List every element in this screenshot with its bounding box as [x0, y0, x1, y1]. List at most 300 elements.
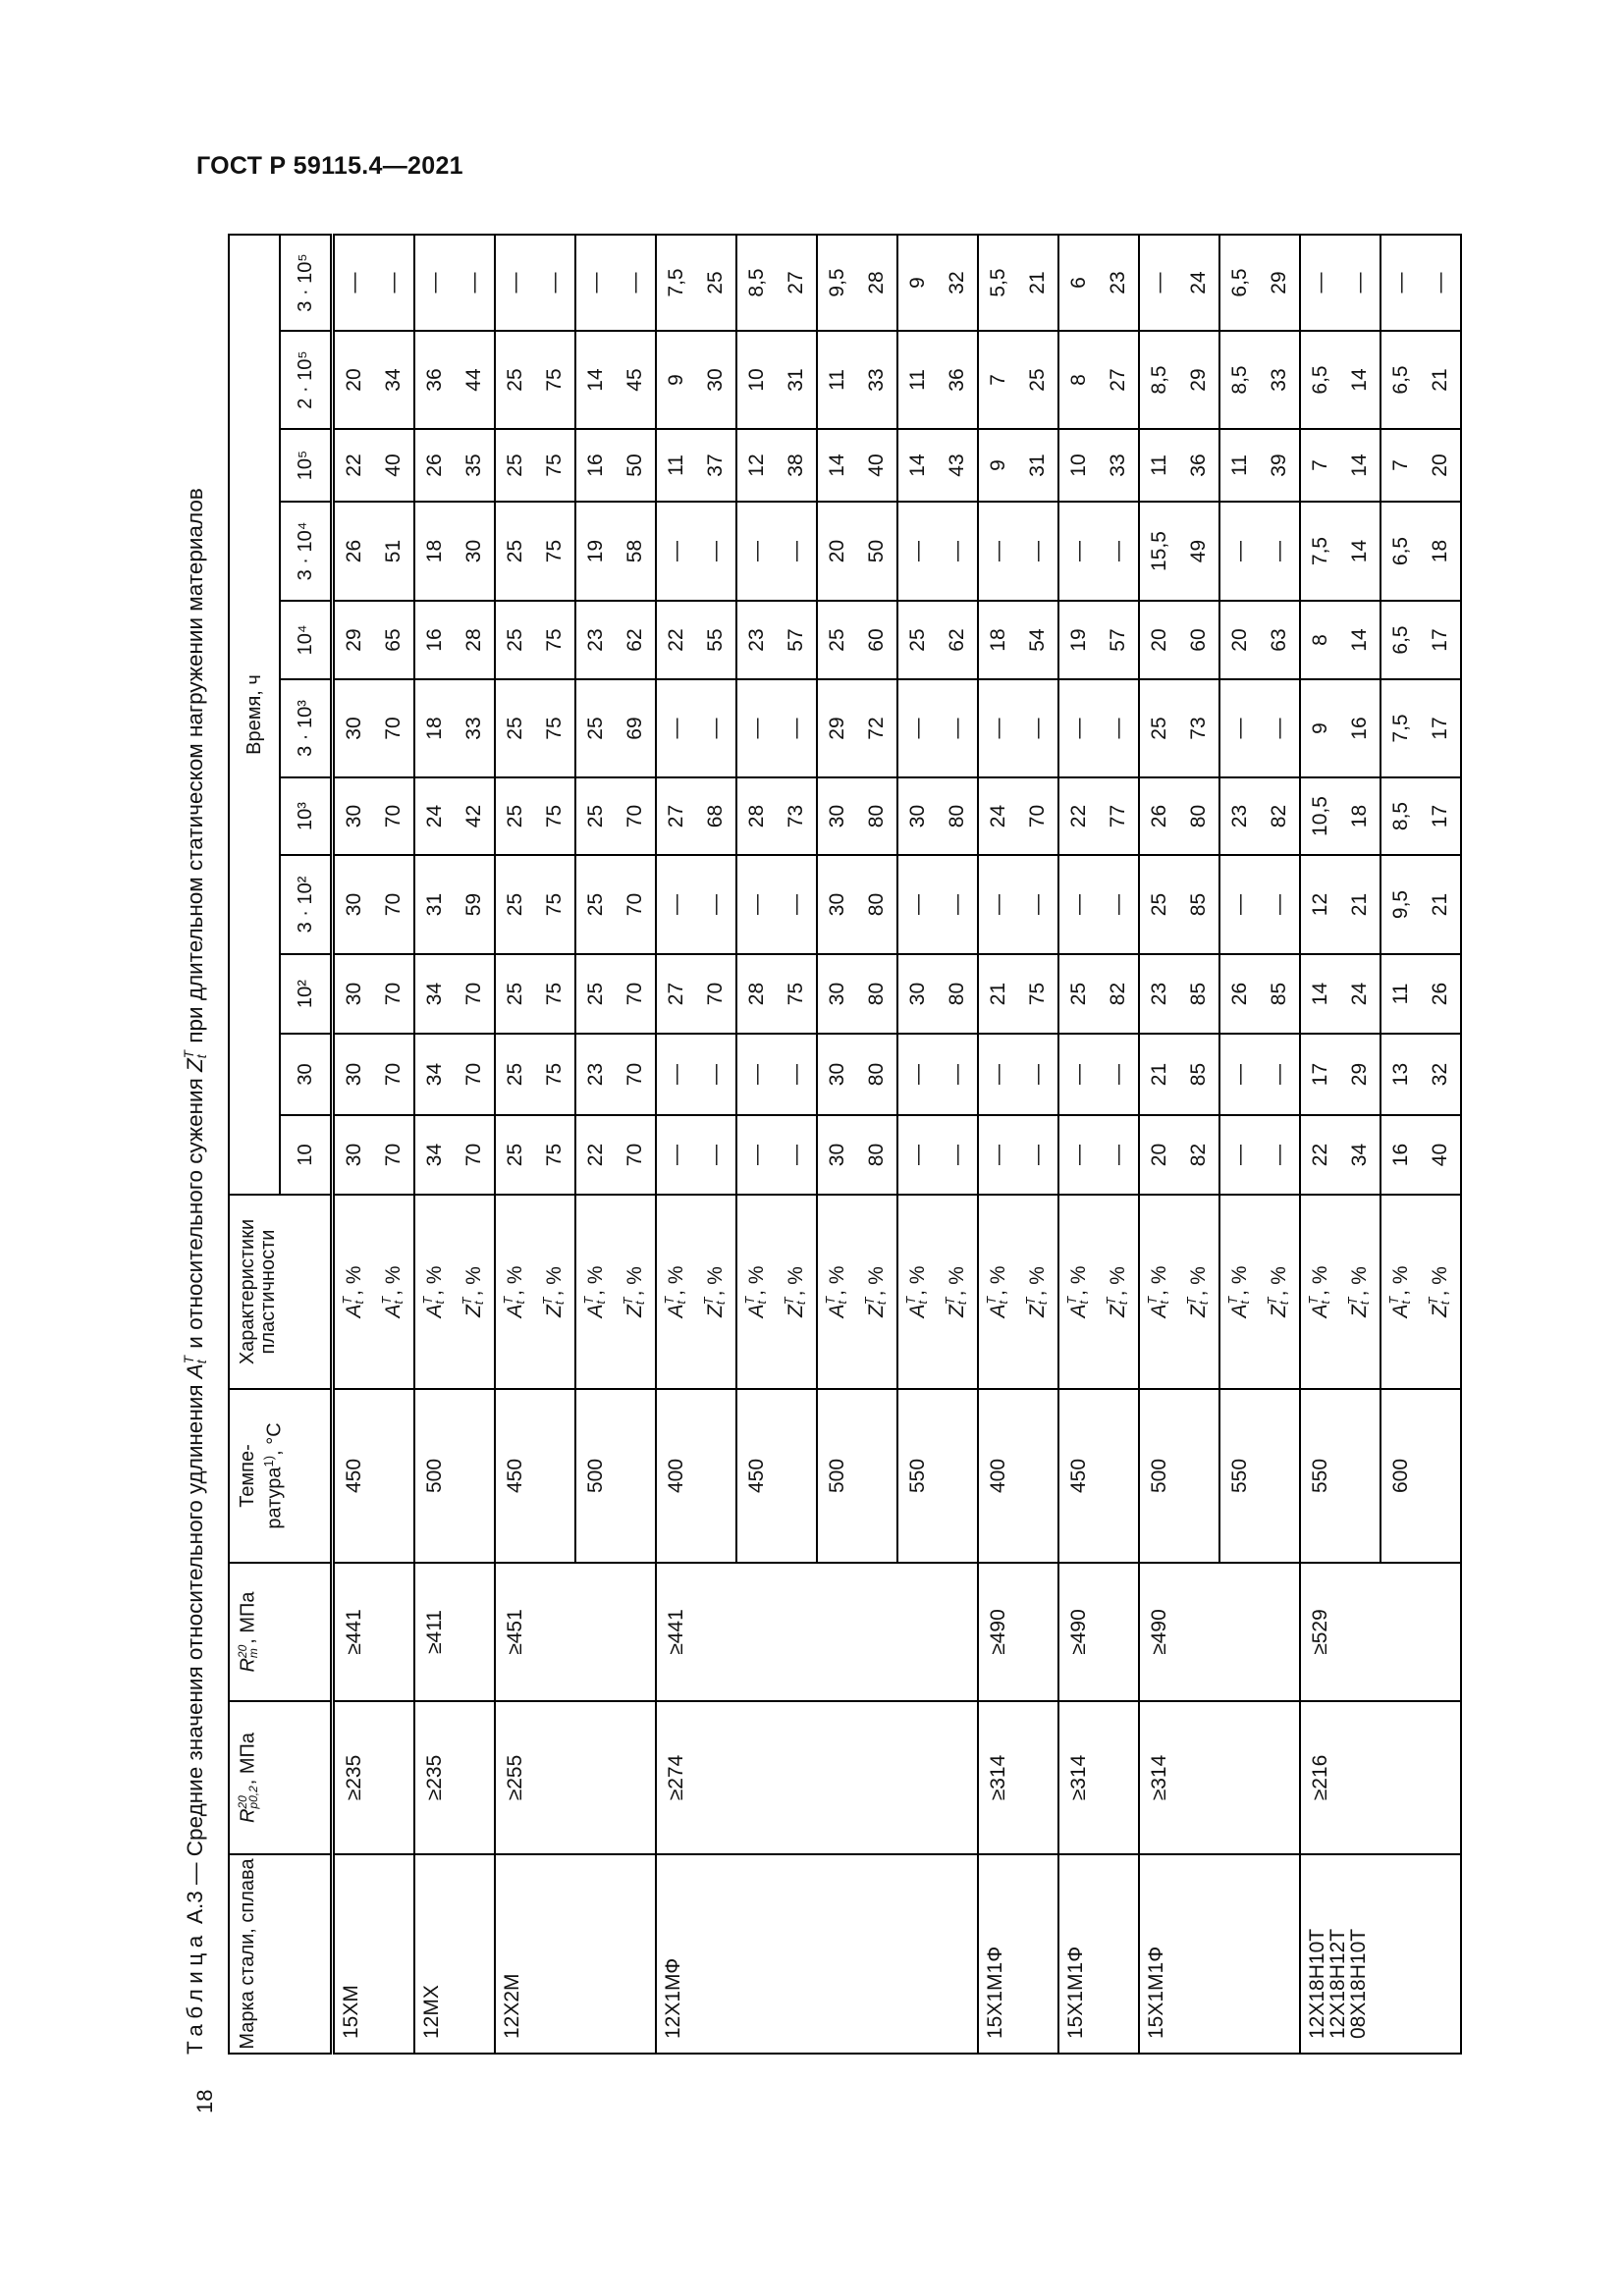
plasticity-sub: t [1036, 1301, 1051, 1306]
value-cell: — [938, 679, 978, 777]
document-header: ГОСТ Р 59115.4—2021 [196, 152, 463, 180]
value-cell: — [1219, 679, 1260, 777]
value-cell: 34 [414, 1115, 455, 1195]
value-cell: 70 [455, 1034, 495, 1115]
tensile-strength-cell: ≥411 [414, 1563, 495, 1701]
grade-name: 12Х18Н12Т [1326, 1928, 1349, 2039]
table-row [333, 235, 375, 2054]
grade-name: 12МХ [420, 1985, 443, 2039]
value-cell: 8,5 [1139, 331, 1179, 429]
value-cell: 70 [455, 1115, 495, 1195]
data-table [228, 234, 1462, 2055]
value-cell: 25 [1139, 679, 1179, 777]
value-cell: 14 [1340, 331, 1380, 429]
plasticity-sup: T [702, 1297, 717, 1306]
plasticity-sub: t [514, 1301, 528, 1305]
value-cell: — [656, 1034, 696, 1115]
value-cell: 37 [696, 429, 736, 502]
rotated-table-block [177, 236, 1492, 2113]
value-cell: 11 [1219, 429, 1260, 502]
value-cell: 45 [616, 331, 656, 429]
value-cell: — [1219, 855, 1260, 954]
value-cell: — [575, 235, 616, 331]
yield-strength-cell: ≥235 [414, 1701, 495, 1854]
plasticity-cell [656, 1195, 696, 1389]
plasticity-cell [777, 1195, 817, 1389]
value-cell: — [656, 502, 696, 601]
value-cell: — [696, 679, 736, 777]
value-cell: 18 [978, 601, 1018, 679]
temperature-cell: 550 [897, 1389, 978, 1563]
value-cell: 75 [535, 331, 575, 429]
value-cell: 49 [1179, 502, 1219, 601]
grade-cell [333, 1854, 415, 2054]
plasticity-sup: T [1226, 1296, 1241, 1305]
value-cell: 14 [897, 429, 938, 502]
value-cell: 54 [1018, 601, 1058, 679]
plasticity-sup: T [1065, 1296, 1080, 1305]
plasticity-symbol: A [1308, 1304, 1331, 1318]
value-cell: 18 [1340, 777, 1380, 855]
value-cell: 68 [696, 777, 736, 855]
value-cell: 40 [374, 429, 414, 502]
value-cell: 75 [535, 777, 575, 855]
table-row [414, 235, 455, 2054]
value-cell: — [777, 502, 817, 601]
caption-label: Таблица [183, 1930, 207, 2055]
value-cell: 75 [535, 679, 575, 777]
value-cell: — [1260, 855, 1300, 954]
yield-strength-cell: ≥314 [1139, 1701, 1300, 1854]
grade-name: 15Х1М1Ф [984, 1946, 1006, 2039]
plasticity-symbol: A [342, 1304, 365, 1318]
value-cell: 6,5 [1380, 502, 1421, 601]
plasticity-unit: , % [1428, 1266, 1451, 1297]
header-time-4: 10³ [280, 777, 333, 855]
value-cell: 30 [817, 1034, 857, 1115]
value-cell: 80 [1179, 777, 1219, 855]
value-cell: — [1058, 855, 1099, 954]
value-cell: 14 [1340, 429, 1380, 502]
value-cell: — [1058, 1115, 1099, 1195]
value-cell: 21 [978, 954, 1018, 1034]
value-cell: 21 [1421, 855, 1461, 954]
plasticity-cell [1139, 1195, 1179, 1389]
value-cell: 29 [333, 601, 375, 679]
plasticity-sup: T [1266, 1297, 1280, 1306]
plasticity-unit: , % [542, 1266, 566, 1297]
value-cell: — [736, 1034, 777, 1115]
value-cell: 30 [897, 777, 938, 855]
value-cell: — [1018, 679, 1058, 777]
value-cell: 35 [455, 429, 495, 502]
value-cell: 30 [333, 1034, 375, 1115]
header-plasticity: Характеристики пластичности [229, 1195, 333, 1389]
value-cell: 25 [495, 601, 535, 679]
header-time-6: 10⁴ [280, 601, 333, 679]
plasticity-unit: , % [381, 1265, 405, 1296]
yield-strength-cell: ≥255 [495, 1701, 656, 1854]
value-cell: 75 [535, 1034, 575, 1115]
value-cell: 73 [1179, 679, 1219, 777]
tensile-strength-cell: ≥441 [656, 1563, 978, 1701]
value-cell: 14 [575, 331, 616, 429]
value-cell: 14 [1300, 954, 1340, 1034]
value-cell: 29 [817, 679, 857, 777]
value-cell: — [938, 502, 978, 601]
plasticity-cell [616, 1195, 656, 1389]
value-cell: 6,5 [1380, 601, 1421, 679]
plasticity-sub: t [1077, 1301, 1092, 1305]
value-cell: 20 [333, 331, 375, 429]
header-time-7: 3 · 10⁴ [280, 502, 333, 601]
plasticity-cell [1260, 1195, 1300, 1389]
value-cell: 62 [938, 601, 978, 679]
value-cell: 6 [1058, 235, 1099, 331]
plasticity-cell [575, 1195, 616, 1389]
value-cell: — [777, 855, 817, 954]
value-cell: 36 [1179, 429, 1219, 502]
value-cell: — [978, 502, 1018, 601]
value-cell: — [1219, 502, 1260, 601]
plasticity-cell [1099, 1195, 1139, 1389]
value-cell: 80 [857, 1115, 897, 1195]
plasticity-symbol: Z [703, 1305, 727, 1317]
value-cell: 82 [1260, 777, 1300, 855]
plasticity-sup: T [541, 1297, 556, 1306]
plasticity-symbol: A [583, 1304, 607, 1318]
plasticity-symbol: A [422, 1304, 446, 1318]
value-cell: — [978, 679, 1018, 777]
value-cell: 33 [1099, 429, 1139, 502]
value-cell: — [455, 235, 495, 331]
tensile-strength-cell: ≥490 [1139, 1563, 1300, 1701]
plasticity-unit: , % [825, 1265, 848, 1296]
value-cell: 9 [897, 235, 938, 331]
plasticity-sub: t [352, 1301, 367, 1305]
value-cell: 57 [1099, 601, 1139, 679]
value-cell: 40 [1421, 1115, 1461, 1195]
table-row [1058, 235, 1099, 2054]
value-cell: 7,5 [656, 235, 696, 331]
value-cell: — [1380, 235, 1421, 331]
plasticity-sub: t [916, 1301, 931, 1305]
value-cell: 75 [1018, 954, 1058, 1034]
value-cell: 7,5 [1300, 502, 1340, 601]
caption-text-2: и относительного сужения [183, 1078, 207, 1349]
value-cell: 7 [1300, 429, 1340, 502]
value-cell: 75 [535, 502, 575, 601]
value-cell: 82 [1179, 1115, 1219, 1195]
value-cell: 28 [857, 235, 897, 331]
value-cell: 70 [374, 855, 414, 954]
value-cell: 75 [777, 954, 817, 1034]
plasticity-symbol: Z [1347, 1305, 1371, 1317]
plasticity-unit: , % [1227, 1265, 1251, 1296]
plasticity-sup: T [783, 1297, 797, 1306]
plasticity-cell [817, 1195, 857, 1389]
value-cell: 16 [414, 601, 455, 679]
value-cell: 85 [1179, 1034, 1219, 1115]
plasticity-sub: t [553, 1301, 568, 1306]
value-cell: — [1260, 502, 1300, 601]
table-row [656, 235, 696, 2054]
value-cell: — [978, 855, 1018, 954]
plasticity-sub: t [433, 1301, 448, 1305]
plasticity-unit: , % [1186, 1266, 1210, 1297]
plasticity-cell [535, 1195, 575, 1389]
value-cell: 9 [1300, 679, 1340, 777]
value-cell: 25 [817, 601, 857, 679]
value-cell: — [777, 679, 817, 777]
plasticity-sub: t [875, 1301, 890, 1306]
plasticity-unit: , % [461, 1266, 485, 1297]
value-cell: — [1340, 235, 1380, 331]
value-cell: 14 [1340, 601, 1380, 679]
plasticity-sup: T [502, 1296, 516, 1305]
temperature-cell: 450 [495, 1389, 575, 1563]
value-cell: 25 [495, 1115, 535, 1195]
value-cell: 70 [616, 855, 656, 954]
plasticity-unit: , % [986, 1265, 1009, 1296]
value-cell: — [656, 679, 696, 777]
plasticity-cell [1421, 1195, 1461, 1389]
value-cell: 12 [1300, 855, 1340, 954]
value-cell: — [1260, 679, 1300, 777]
value-cell: 25 [495, 331, 535, 429]
value-cell: 25 [495, 679, 535, 777]
value-cell: 34 [1340, 1115, 1380, 1195]
value-cell: 32 [1421, 1034, 1461, 1115]
value-cell: — [777, 1034, 817, 1115]
plasticity-sup: T [743, 1296, 758, 1305]
yield-strength-cell: ≥235 [333, 1701, 415, 1854]
table-row [978, 235, 1018, 2054]
plasticity-sub: t [594, 1301, 609, 1305]
value-cell: — [897, 1115, 938, 1195]
value-cell: — [938, 855, 978, 954]
value-cell: 30 [333, 679, 375, 777]
value-cell: 16 [1340, 679, 1380, 777]
plasticity-cell [897, 1195, 938, 1389]
value-cell: — [1099, 855, 1139, 954]
header-time-9: 2 · 10⁵ [280, 331, 333, 429]
value-cell: 18 [414, 502, 455, 601]
value-cell: 11 [817, 331, 857, 429]
value-cell: 11 [1139, 429, 1179, 502]
plasticity-unit: , % [342, 1265, 365, 1296]
plasticity-sub: t [997, 1301, 1011, 1305]
temperature-cell: 600 [1380, 1389, 1461, 1563]
header-time-group: Время, ч [229, 235, 280, 1195]
tensile-strength-cell: ≥529 [1300, 1563, 1461, 1701]
value-cell: 6,5 [1219, 235, 1260, 331]
value-cell: 11 [656, 429, 696, 502]
plasticity-symbol: Z [623, 1305, 646, 1317]
value-cell: 25 [495, 855, 535, 954]
value-cell: 27 [777, 235, 817, 331]
plasticity-cell [333, 1195, 375, 1389]
value-cell: 75 [535, 1115, 575, 1195]
plasticity-sup: T [1146, 1296, 1161, 1305]
plasticity-sub: t [1438, 1301, 1453, 1306]
plasticity-sup: T [1024, 1297, 1039, 1306]
value-cell: 31 [1018, 429, 1058, 502]
plasticity-sup: T [985, 1296, 1000, 1305]
value-cell: 70 [374, 1034, 414, 1115]
value-cell: — [1018, 1034, 1058, 1115]
value-cell: — [1099, 1034, 1139, 1115]
value-cell: 23 [575, 1034, 616, 1115]
value-cell: — [1099, 1115, 1139, 1195]
header-time-1: 30 [280, 1034, 333, 1115]
value-cell: — [414, 235, 455, 331]
value-cell: 33 [455, 679, 495, 777]
value-cell: 70 [374, 954, 414, 1034]
value-cell: 75 [535, 429, 575, 502]
value-cell: 72 [857, 679, 897, 777]
plasticity-sub: t [755, 1301, 770, 1305]
value-cell: 8,5 [1380, 777, 1421, 855]
value-cell: 85 [1179, 855, 1219, 954]
plasticity-cell [1340, 1195, 1380, 1389]
value-cell: — [1099, 679, 1139, 777]
value-cell: 36 [938, 331, 978, 429]
value-cell: 20 [1219, 601, 1260, 679]
value-cell: 80 [938, 954, 978, 1034]
value-cell: 73 [777, 777, 817, 855]
plasticity-symbol: A [503, 1304, 526, 1318]
header-time-0: 10 [280, 1115, 333, 1195]
value-cell: 21 [1421, 331, 1461, 429]
value-cell: 39 [1260, 429, 1300, 502]
value-cell: 27 [656, 954, 696, 1034]
value-cell: — [938, 1034, 978, 1115]
plasticity-symbol: A [1388, 1304, 1412, 1318]
tensile-strength-cell: ≥490 [978, 1563, 1058, 1701]
value-cell: 14 [1340, 502, 1380, 601]
plasticity-symbol: A [825, 1304, 848, 1318]
plasticity-symbol: A [1066, 1304, 1090, 1318]
value-cell: 10 [1058, 429, 1099, 502]
plasticity-sup: T [341, 1296, 355, 1305]
value-cell: 43 [938, 429, 978, 502]
plasticity-symbol: Z [945, 1305, 968, 1317]
value-cell: — [777, 1115, 817, 1195]
value-cell: — [978, 1034, 1018, 1115]
value-cell: — [696, 855, 736, 954]
value-cell: — [1058, 679, 1099, 777]
grade-name: 12Х18Н10Т [1306, 1928, 1328, 2039]
plasticity-cell [495, 1195, 535, 1389]
value-cell: 16 [1380, 1115, 1421, 1195]
temperature-cell: 500 [1139, 1389, 1219, 1563]
value-cell: 25 [575, 777, 616, 855]
value-cell: 57 [777, 601, 817, 679]
plasticity-symbol: Z [1186, 1305, 1210, 1317]
value-cell: 59 [455, 855, 495, 954]
value-cell: 63 [1260, 601, 1300, 679]
value-cell: — [1058, 502, 1099, 601]
value-cell: 9 [978, 429, 1018, 502]
plasticity-symbol: Z [1106, 1305, 1129, 1317]
value-cell: 22 [333, 429, 375, 502]
value-cell: — [897, 855, 938, 954]
caption-number: А.3 — [183, 1862, 207, 1924]
header-grade: Марка стали, сплава [229, 1854, 333, 2054]
plasticity-cell [1058, 1195, 1099, 1389]
value-cell: 30 [333, 855, 375, 954]
value-cell: 51 [374, 502, 414, 601]
value-cell: 33 [857, 331, 897, 429]
plasticity-unit: , % [623, 1266, 646, 1297]
value-cell: 80 [857, 954, 897, 1034]
value-cell: 82 [1099, 954, 1139, 1034]
plasticity-cell [1018, 1195, 1058, 1389]
value-cell: 22 [575, 1115, 616, 1195]
plasticity-sup: T [663, 1296, 677, 1305]
plasticity-sup: T [904, 1296, 919, 1305]
plasticity-sub: t [714, 1301, 729, 1306]
grade-name: 15Х1М1Ф [1145, 1946, 1167, 2039]
plasticity-sub: t [1238, 1301, 1253, 1305]
plasticity-sup: T [460, 1297, 475, 1306]
value-cell: — [495, 235, 535, 331]
value-cell: — [696, 1115, 736, 1195]
value-cell: 28 [736, 954, 777, 1034]
value-cell: — [616, 235, 656, 331]
plasticity-symbol: A [744, 1304, 768, 1318]
value-cell: 16 [575, 429, 616, 502]
header-time-3: 3 · 10² [280, 855, 333, 954]
value-cell: 70 [696, 954, 736, 1034]
value-cell: 9,5 [1380, 855, 1421, 954]
value-cell: — [736, 1115, 777, 1195]
value-cell: 11 [897, 331, 938, 429]
value-cell: — [1099, 502, 1139, 601]
value-cell: — [1421, 235, 1461, 331]
plasticity-sup: T [1185, 1297, 1200, 1306]
plasticity-symbol: A [381, 1304, 405, 1318]
plasticity-cell [938, 1195, 978, 1389]
temperature-cell: 550 [1219, 1389, 1300, 1563]
header-rp02: R 20 p0,2 , МПа [229, 1701, 333, 1854]
value-cell: — [1058, 1034, 1099, 1115]
value-cell: 26 [1219, 954, 1260, 1034]
value-cell: 19 [575, 502, 616, 601]
value-cell: 85 [1260, 954, 1300, 1034]
value-cell: 29 [1260, 235, 1300, 331]
plasticity-sup: T [1105, 1297, 1119, 1306]
grade-cell [656, 1854, 978, 2054]
plasticity-unit: , % [1025, 1266, 1049, 1297]
value-cell: 70 [455, 954, 495, 1034]
yield-strength-cell: ≥274 [656, 1701, 978, 1854]
value-cell: 50 [857, 502, 897, 601]
plasticity-symbol: Z [784, 1305, 807, 1317]
value-cell: 6,5 [1380, 331, 1421, 429]
plasticity-sup: T [824, 1296, 839, 1305]
value-cell: 70 [374, 777, 414, 855]
value-cell: 25 [1018, 331, 1058, 429]
value-cell: 8,5 [1219, 331, 1260, 429]
value-cell: 75 [535, 954, 575, 1034]
plasticity-sub: t [472, 1301, 487, 1306]
value-cell: 80 [938, 777, 978, 855]
plasticity-sup: T [1427, 1297, 1441, 1306]
value-cell: 10,5 [1300, 777, 1340, 855]
value-cell: 30 [817, 777, 857, 855]
